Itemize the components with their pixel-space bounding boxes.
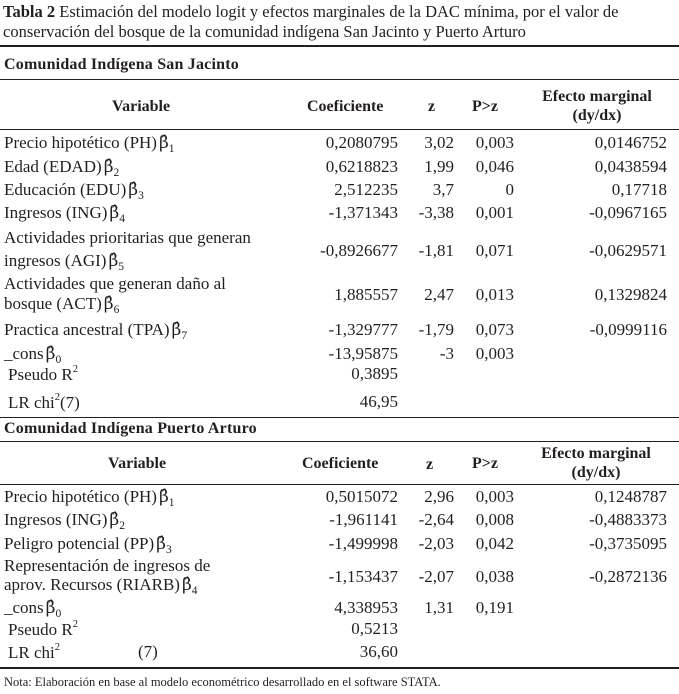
header-me-line1-2: Efecto marginal bbox=[541, 445, 651, 462]
pseudo-r2-value: 0,3895 bbox=[351, 364, 398, 383]
beta-symbol: β̂ bbox=[181, 575, 192, 595]
pseudo-r2-label bbox=[8, 364, 78, 385]
marginal-effect-value: 0,1248787 bbox=[594, 487, 667, 506]
beta-subscript: 5 bbox=[118, 261, 125, 273]
pseudo-r2-sup: 2 bbox=[72, 619, 78, 630]
p-value: 0,071 bbox=[475, 241, 514, 260]
marginal-effect-value: 0,0146752 bbox=[594, 133, 667, 152]
marginal-effect-value: -0,0967165 bbox=[589, 203, 667, 222]
z-value: -3,38 bbox=[418, 203, 454, 222]
beta-symbol: β̂ bbox=[45, 344, 56, 364]
coeficiente-value: 1,885557 bbox=[334, 285, 398, 304]
rule-header2 bbox=[0, 484, 679, 485]
coeficiente-value: -0,8926677 bbox=[320, 241, 398, 260]
marginal-effect-value: -0,4883373 bbox=[589, 510, 667, 529]
beta-subscript: 4 bbox=[191, 585, 198, 597]
header-me-line2: (dy/dx) bbox=[572, 107, 622, 124]
p-value: 0,073 bbox=[475, 320, 514, 339]
header-z-2: z bbox=[426, 456, 434, 473]
variable-name bbox=[4, 510, 125, 532]
variable-name bbox=[4, 180, 144, 202]
z-value: -2,07 bbox=[418, 567, 454, 586]
header-me-line1: Efecto marginal bbox=[542, 88, 652, 105]
variable-name bbox=[4, 294, 119, 316]
variable-name bbox=[4, 487, 175, 509]
lr-chi2-value: 46,95 bbox=[359, 392, 398, 411]
marginal-effect-value: -0,0999116 bbox=[589, 320, 667, 339]
section-title-puerto-arturo: Comunidad Indígena Puerto Arturo bbox=[4, 420, 257, 437]
variable-label: Ingresos (ING) bbox=[4, 203, 108, 222]
rule-section2 bbox=[0, 441, 679, 442]
variable-name bbox=[4, 203, 125, 225]
variable-name bbox=[4, 157, 119, 179]
marginal-effect-value: -0,0629571 bbox=[589, 241, 667, 260]
z-value: -1,79 bbox=[418, 320, 454, 339]
coeficiente-value: -1,499998 bbox=[328, 534, 398, 553]
beta-subscript: 6 bbox=[113, 304, 120, 316]
lr-chi2-value: 36,60 bbox=[359, 642, 398, 661]
variable-name bbox=[4, 251, 124, 273]
header-variable-2: Variable bbox=[108, 455, 167, 472]
z-value: -1,81 bbox=[418, 241, 454, 260]
variable-name bbox=[4, 534, 172, 556]
lr-chi2-sup: 2 bbox=[54, 392, 60, 403]
beta-symbol: β̂ bbox=[156, 534, 166, 554]
header-p-2: P>z bbox=[472, 455, 498, 472]
header-p: P>z bbox=[472, 98, 498, 115]
beta-symbol: β̂ bbox=[171, 320, 182, 340]
z-value: -2,64 bbox=[418, 510, 454, 529]
beta-subscript: 3 bbox=[165, 544, 172, 556]
rule-section1 bbox=[0, 79, 679, 80]
pseudo-r2-sup: 2 bbox=[72, 364, 78, 375]
variable-name-line1: Actividades que generan daño al bbox=[4, 274, 226, 293]
p-value: 0,013 bbox=[475, 285, 514, 304]
rule-bottom bbox=[0, 667, 679, 669]
z-value: -2,03 bbox=[418, 534, 454, 553]
variable-name-line1: Actividades prioritarias que generan bbox=[4, 228, 251, 247]
variable-label: Peligro potencial (PP) bbox=[4, 534, 155, 553]
coeficiente-value: -13,95875 bbox=[328, 344, 398, 363]
p-value: 0 bbox=[505, 180, 514, 199]
variable-label: Ingresos (ING) bbox=[4, 510, 108, 529]
coeficiente-value: 0,5015072 bbox=[325, 487, 398, 506]
coeficiente-value: 2,512235 bbox=[334, 180, 398, 199]
marginal-effect-value: 0,1329824 bbox=[594, 285, 667, 304]
coeficiente-value: 0,2080795 bbox=[325, 133, 398, 152]
variable-label: Practica ancestral (TPA) bbox=[4, 320, 170, 339]
header-me-line2-2: (dy/dx) bbox=[571, 464, 621, 481]
header-efecto-marginal bbox=[531, 87, 663, 125]
pseudo-r2-label bbox=[8, 619, 78, 640]
lr-chi2-df: (7) bbox=[60, 393, 80, 412]
section-title-san-jacinto: Comunidad Indígena San Jacinto bbox=[4, 56, 239, 73]
variable-name bbox=[4, 344, 61, 366]
lr-chi2-text: LR chi bbox=[8, 643, 55, 662]
p-value: 0,038 bbox=[475, 567, 514, 586]
marginal-effect-value: -0,3735095 bbox=[589, 534, 667, 553]
variable-label: aprov. Recursos (RIARB) bbox=[4, 575, 180, 594]
coeficiente-value: 0,6218823 bbox=[325, 157, 398, 176]
lr-chi2-label bbox=[8, 642, 60, 663]
z-value: 2,47 bbox=[424, 285, 454, 304]
p-value: 0,003 bbox=[475, 133, 514, 152]
header-efecto-marginal-2 bbox=[527, 444, 665, 482]
beta-symbol: β̂ bbox=[158, 487, 169, 507]
variable-label: _cons bbox=[4, 598, 44, 617]
coeficiente-value: -1,153437 bbox=[328, 567, 398, 586]
beta-subscript: 1 bbox=[168, 497, 175, 509]
p-value: 0,191 bbox=[475, 598, 514, 617]
beta-subscript: 0 bbox=[55, 354, 62, 366]
beta-symbol: β̂ bbox=[128, 180, 139, 200]
p-value: 0,042 bbox=[475, 534, 514, 553]
variable-name bbox=[4, 320, 187, 342]
marginal-effect-value: -0,2872136 bbox=[589, 567, 667, 586]
z-value: 2,96 bbox=[424, 487, 454, 506]
beta-subscript: 4 bbox=[119, 213, 125, 225]
lr-chi2-text: LR chi bbox=[8, 393, 55, 412]
beta-symbol: β̂ bbox=[109, 203, 120, 223]
beta-subscript: 3 bbox=[138, 190, 144, 202]
coeficiente-value: 4,338953 bbox=[334, 598, 398, 617]
beta-subscript: 0 bbox=[55, 608, 62, 620]
header-z: z bbox=[428, 98, 436, 115]
rule-section2-top bbox=[0, 417, 679, 418]
lr-chi2-sup: 2 bbox=[54, 642, 60, 653]
pseudo-r2-text: Pseudo R bbox=[8, 365, 73, 384]
coeficiente-value: -1,371343 bbox=[328, 203, 398, 222]
variable-label: Precio hipotético (PH) bbox=[4, 487, 157, 506]
beta-symbol: β̂ bbox=[103, 157, 114, 177]
beta-symbol: β̂ bbox=[108, 251, 119, 271]
pseudo-r2-text: Pseudo R bbox=[8, 620, 73, 639]
beta-subscript: 1 bbox=[168, 143, 175, 155]
beta-symbol: β̂ bbox=[109, 510, 120, 530]
variable-name bbox=[4, 598, 61, 620]
header-variable: Variable bbox=[112, 98, 171, 115]
beta-subscript: 7 bbox=[181, 330, 188, 342]
p-value: 0,003 bbox=[475, 487, 514, 506]
header-coeficiente-2: Coeficiente bbox=[302, 455, 379, 472]
p-value: 0,046 bbox=[475, 157, 514, 176]
table-note: Nota: Elaboración en base al modelo econométrico desarrollado en el software STATA. bbox=[4, 675, 441, 689]
variable-name bbox=[4, 575, 198, 597]
variable-name-line1: Representación de ingresos de bbox=[4, 556, 211, 575]
variable-label: ingresos (AGI) bbox=[4, 251, 107, 270]
beta-subscript: 2 bbox=[119, 520, 125, 532]
lr-chi2-label bbox=[8, 392, 80, 413]
beta-symbol: β̂ bbox=[45, 598, 56, 618]
p-value: 0,001 bbox=[475, 203, 514, 222]
beta-subscript: 2 bbox=[113, 167, 120, 179]
header-coeficiente: Coeficiente bbox=[307, 98, 384, 115]
variable-name bbox=[4, 133, 175, 155]
variable-label: _cons bbox=[4, 344, 44, 363]
table-label: Tabla 2 bbox=[3, 2, 56, 21]
coeficiente-value: -1,329777 bbox=[328, 320, 398, 339]
p-value: 0,003 bbox=[475, 344, 514, 363]
variable-label: bosque (ACT) bbox=[4, 294, 102, 313]
beta-symbol: β̂ bbox=[158, 133, 169, 153]
z-value: 3,7 bbox=[432, 180, 454, 199]
p-value: 0,008 bbox=[475, 510, 514, 529]
caption-text: Estimación del modelo logit y efectos marginales de la DAC mínima, por el valor de conservación del bosque de la comunidad indígena San Jacinto y Puerto Arturo bbox=[3, 2, 619, 41]
z-value: 3,02 bbox=[424, 133, 454, 152]
marginal-effect-value: 0,17718 bbox=[611, 180, 667, 199]
variable-label: Educación (EDU) bbox=[4, 180, 127, 199]
rule-top bbox=[0, 45, 679, 47]
rule-header1 bbox=[0, 129, 679, 130]
pseudo-r2-value: 0,5213 bbox=[351, 619, 398, 638]
z-value: 1,31 bbox=[424, 598, 454, 617]
variable-label: Precio hipotético (PH) bbox=[4, 133, 157, 152]
z-value: 1,99 bbox=[424, 157, 454, 176]
beta-symbol: β̂ bbox=[103, 294, 114, 314]
z-value: -3 bbox=[439, 344, 454, 363]
lr-chi2-df: (7) bbox=[138, 642, 158, 661]
marginal-effect-value: 0,0438594 bbox=[594, 157, 667, 176]
variable-label: Edad (EDAD) bbox=[4, 157, 102, 176]
coeficiente-value: -1,961141 bbox=[329, 510, 398, 529]
table-caption bbox=[3, 2, 677, 42]
